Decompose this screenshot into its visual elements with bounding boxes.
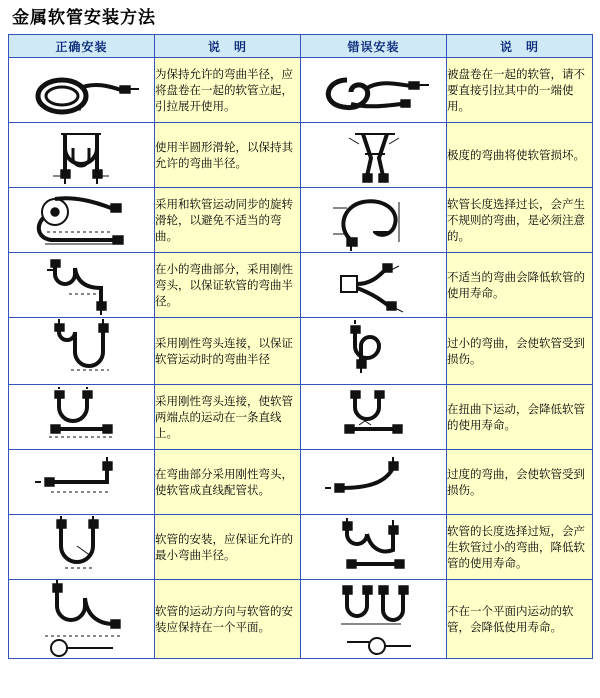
- table-row: [9, 318, 593, 385]
- description-text: 过小的弯曲，会使软管受到损伤。: [447, 318, 593, 385]
- table-row: [9, 123, 593, 188]
- figure-excessive-bend-at-elbow: [301, 450, 447, 515]
- description-text: 采用和软管运动同步的旋转滑轮，以避免不适当的弯曲。: [155, 188, 301, 253]
- figure-hose-on-rotating-pulley-with-chain: [9, 188, 155, 253]
- figure-rigid-elbow-at-small-bend: [9, 253, 155, 318]
- header-wrong-description: 说 明: [447, 35, 593, 58]
- description-text: 采用刚性弯头连接，以保证软管运动时的弯曲半径: [155, 318, 301, 385]
- figure-rigid-elbow-connection-u-loop: [9, 318, 155, 385]
- description-text: 软管的安装，应保证允许的最小弯曲半径。: [155, 515, 301, 580]
- figure-hose-motion-in-same-plane: [9, 580, 155, 659]
- table-row: [9, 253, 593, 318]
- figure-rigid-elbow-straight-pipe-layout: [9, 450, 155, 515]
- description-text: 使用半圆形滑轮，以保持其允许的弯曲半径。: [155, 123, 301, 188]
- table-row: [9, 385, 593, 450]
- figure-coiled-hose-standing-upright: [9, 58, 155, 123]
- description-text: 在扭曲下运动，会降低软管的使用寿命。: [447, 385, 593, 450]
- description-text: 采用刚性弯头连接，使软管两端点的运动在一条直线上。: [155, 385, 301, 450]
- description-text: 为保持允许的弯曲半径，应将盘卷在一起的软管立起，引拉展开使用。: [155, 58, 301, 123]
- description-text: 被盘卷在一起的软管，请不要直接引拉其中的一端使用。: [447, 58, 593, 123]
- description-text: 在弯曲部分采用刚性弯头，使软管成直线配管状。: [155, 450, 301, 515]
- figure-hose-too-long-excess-loop: [301, 515, 447, 580]
- description-text: 极度的弯曲将使软管损坏。: [447, 123, 593, 188]
- figure-hose-too-long-irregular-bend: [301, 188, 447, 253]
- figure-hose-installed-with-min-bend-radius: [9, 515, 155, 580]
- figure-hose-bent-sharply-at-clamp: [301, 123, 447, 188]
- page-title: 金属软管安装方法: [12, 8, 156, 28]
- description-text: 不在一个平面内运动的软管，会降低使用寿命。: [447, 580, 593, 659]
- table-row: [9, 188, 593, 253]
- description-text: 在小的弯曲部分，采用刚性弯头，以保证软管的弯曲半径。: [155, 253, 301, 318]
- figure-over-tight-u-bend: [301, 318, 447, 385]
- table-row: [9, 450, 593, 515]
- installation-methods-table: [8, 34, 593, 659]
- figure-hose-over-half-round-pulley: [9, 123, 155, 188]
- figure-hose-twisted-while-moving: [301, 385, 447, 450]
- description-text: 软管的运动方向与软管的安装应保持在一个平面。: [155, 580, 301, 659]
- header-correct-install: 正确安装: [9, 35, 155, 58]
- figure-rigid-elbows-both-ends-straight-line: [9, 385, 155, 450]
- table-row: [9, 515, 593, 580]
- description-text: 软管的长度选择过短，会产生软管过小的弯曲，降低软管的使用寿命。: [447, 515, 593, 580]
- description-text: 软管长度选择过长，会产生不规则的弯曲，是必须注意的。: [447, 188, 593, 253]
- header-correct-description: 说 明: [155, 35, 301, 58]
- description-text: 过度的弯曲，会使软管受到损伤。: [447, 450, 593, 515]
- table-row: [9, 580, 593, 659]
- figure-coiled-hose-pulled-from-center: [301, 58, 447, 123]
- header-wrong-install: 错误安装: [301, 35, 447, 58]
- figure-hose-motion-out-of-plane: [301, 580, 447, 659]
- table-header-row: [9, 35, 593, 58]
- table-row: [9, 58, 593, 123]
- figure-improper-tight-bend-at-fitting: [301, 253, 447, 318]
- description-text: 不适当的弯曲会降低软管的使用寿命。: [447, 253, 593, 318]
